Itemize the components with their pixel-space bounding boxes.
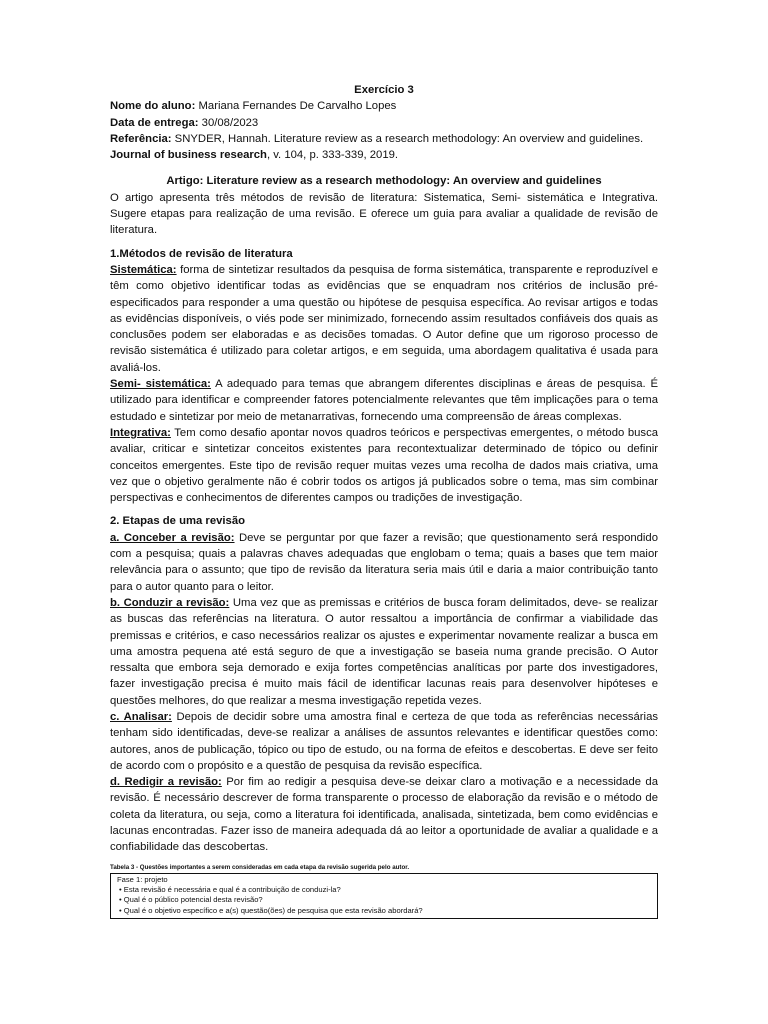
method-term: Sistemática: — [110, 263, 177, 276]
spacer — [110, 163, 658, 170]
article-intro: O artigo apresenta três métodos de revisão de literatura: Sistematica, Semi- sistemática e Integrativa. Sugere etapas para realização de uma revisão. E oferece um guia para avaliar a qualidade de revisão de literatura. — [110, 191, 658, 237]
reference-line — [110, 131, 658, 147]
reference-text: SNYDER, Hannah. Literature review as a research methodology: An overview and guidelines. — [171, 132, 644, 145]
step-term: b. Conduzir a revisão: — [110, 596, 230, 609]
step-term: a. Conceber a revisão: — [110, 531, 235, 544]
step-text: Depois de decidir sobre uma amostra final e certeza de que toda as referências necessárias tenham sido identificadas, deve-se realizar a análises de assuntos relevantes e identificar questões como: autores, anos de publicação, tópico ou tipo de estudo, ou na forma de efeitos e descobertas. E deve ser feito de acordo com o propósito e a questão de pesquisa da revisão específica. — [110, 710, 659, 772]
step-text: Deve se perguntar por que fazer a revisão; que questionamento será respondido com a pesquisa; quais a palavras chaves adequadas que englobam o tema; quais a bases que tem maior relevância para o assunto; que tipo de revisão da literatura seria mais útil e daria a maior contribuição tanto para o autor quanto para o leitor. — [110, 531, 658, 593]
student-line — [110, 98, 658, 114]
step-term: d. Redigir a revisão: — [110, 776, 222, 789]
student-label: Nome do aluno: — [110, 100, 196, 113]
method-text: Tem como desafio apontar novos quadros teóricos e perspectivas emergentes, o método busca avaliar, criticar e sintetizar conceitos existentes para recontextualizar determinado de tópico ou definir conceitos emergentes. Este tipo de revisão requer muitas vezes uma recolha de dados mais criativa, uma vez que o objetivo geralmente não é cobrir todos os artigos já publicados sobre o tema, mas sim combinar perspectivas e conhecimentos de diferentes campos ou tradições de investigação. — [110, 426, 658, 505]
student-name: Mariana Fernandes De Carvalho Lopes — [195, 100, 397, 113]
exercise-title: Exercício 3 — [354, 84, 414, 96]
method-term: Semi- sistemática: — [110, 378, 211, 391]
table-question: • Qual é o objetivo específico e a(s) questão(ões) de pesquisa que esta revisão abordará? — [119, 905, 423, 915]
method-integrative — [110, 425, 658, 506]
step-term: c. Analisar: — [110, 710, 172, 723]
step-analyze — [110, 709, 658, 774]
step-text: Por fim ao redigir a pesquisa deve-se deixar claro a motivação e a necessidade da revisão. É necessário descrever de forma transparente o processo de elaboração da revisão e o método de coleta da literatura, ou seja, como a literatura foi identificada, analisada, sintetizada, bem como evidências e lacunas encontradas. Fazer isso de maneira adequada dá ao leitor a oportunidade de avaliar a qualidade e a confiabilidade das descobertas. — [110, 776, 658, 854]
method-text: A adequado para temas que abrangem diferentes disciplinas e áreas de pesquisa. É utilizado para identificar e compreender fatores potencialmente relevantes que têm implicações para o tema estudado e sintetizar por meio de metanarrativas, fornecendo uma compreensão de áreas complexas. — [110, 378, 658, 423]
method-term: Integrativa: — [110, 426, 171, 439]
date-label: Data de entrega: — [110, 116, 199, 129]
date-value: 30/08/2023 — [198, 116, 259, 129]
date-line — [110, 115, 658, 131]
method-text: forma de sintetizar resultados da pesquisa de forma sistemática, transparente e reproduzível e têm como objetivo identificar todas as evidências que se enquadram nos critérios de inclusão pré-especificados para responder a uma questão ou hipótese de pesquisa específica. Ao revisar artigos e todas as evidências disponíveis, o viés pode ser minimizado, fornecendo assim resultados confiáveis dos quais as conclusões podem ser elaboradas e as decisões tomadas. O Autor define que um rigoroso processo de revisão sistemática é utilizado para coletar artigos, e em seguida, uma abordagem qualitativa é usada para avaliá-los. — [110, 263, 658, 374]
method-systematic — [110, 262, 658, 376]
table-phase-label: Fase 1: projeto — [117, 874, 168, 884]
table-question: • Esta revisão é necessária e qual é a contribuição de conduzi-la? — [119, 885, 341, 895]
method-semi-systematic — [110, 376, 658, 425]
reference-label: Referência: — [110, 132, 172, 145]
questions-table — [110, 873, 658, 920]
article-title: Artigo: Literature review as a research methodology: An overview and guidelines — [166, 175, 602, 188]
document-body — [110, 82, 658, 919]
table-question: • Qual é o público potencial desta revisão? — [119, 895, 263, 905]
journal-details: , v. 104, p. 333-339, 2019. — [266, 149, 399, 162]
step-text: Uma vez que as premissas e critérios de busca foram delimitados, deve- se realizar as buscas das referências na literatura. O autor ressaltou a importância de confirmar a viabilidade das premissas e critérios, e caso necessários realizar os ajustes e experimentar novamente realizar a busca em uma amostra pequena até está seguro de que a investigação se baseia numa grande precisão. O Autor ressalta que embora seja demorado e exija fortes competências analíticas por parte dos investigadores, fazer investigação precisa é muito mais fácil de identificar lacunas reais para desenvolver hipóteses e questões melhores, do que realizar a mesma investigação repetida vezes. — [110, 596, 658, 707]
section-1-heading: 1.Métodos de revisão de literatura — [110, 247, 293, 260]
section-2-heading: 2. Etapas de uma revisão — [110, 515, 246, 528]
step-write — [110, 774, 658, 855]
step-design — [110, 530, 658, 595]
table-caption: Tabela 3 - Questões importantes a serem consideradas em cada etapa da revisão sugerida pelo autor. — [110, 863, 410, 871]
step-conduct — [110, 595, 658, 709]
journal-name: Journal of business research — [110, 149, 267, 162]
journal-line — [110, 147, 658, 163]
